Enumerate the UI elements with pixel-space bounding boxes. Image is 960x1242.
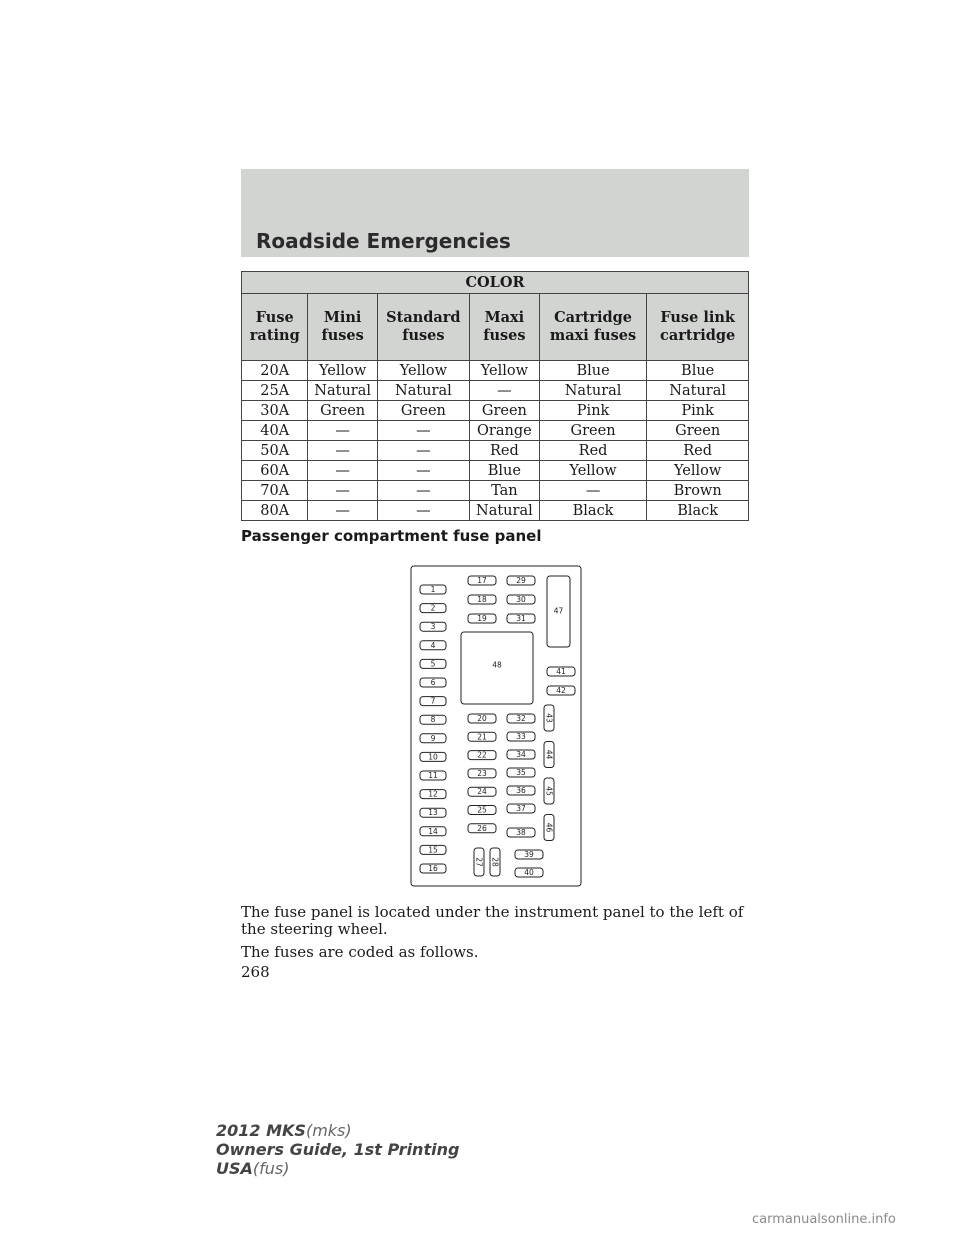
table-cell: Natural [308, 381, 377, 401]
body-paragraph-1: The fuse panel is located under the instrument panel to the left of the steering wheel. [241, 903, 744, 938]
fuse-label: 18 [477, 595, 487, 604]
fuse-label: 9 [430, 733, 436, 743]
table-cell: Pink [647, 401, 749, 421]
table-cell: Orange [469, 421, 539, 441]
table-cell: — [308, 461, 377, 481]
table-cell: — [377, 461, 469, 481]
fuse-label: 11 [428, 771, 438, 780]
table-row [242, 381, 749, 401]
fuse-label: 2 [430, 603, 436, 613]
table-cell: 25A [242, 381, 308, 401]
table-cell: Tan [469, 481, 539, 501]
table-cell: Natural [377, 381, 469, 401]
column-header: Fuse link cartridge [647, 294, 749, 361]
fuse-label: 40 [524, 868, 534, 877]
column-header: Cartridge maxi fuses [539, 294, 647, 361]
fuse-label: 12 [428, 789, 438, 799]
table-cell: Blue [539, 361, 647, 381]
table-row [242, 481, 749, 501]
fuse-label: 34 [516, 750, 526, 759]
fuse-label: 30 [516, 595, 526, 604]
table-cell: Black [647, 501, 749, 521]
table-cell: Black [539, 501, 647, 521]
table-cell: Pink [539, 401, 647, 421]
fuse-label: 46 [544, 822, 554, 833]
fuse-label: 6 [430, 678, 436, 687]
table-cell: Yellow [308, 361, 377, 381]
fuse-label: 17 [477, 576, 487, 585]
column-header: Standard fuses [377, 294, 469, 361]
column-header: Fuse rating [242, 294, 308, 361]
fuse-label: 42 [556, 686, 566, 695]
table-cell: 40A [242, 421, 308, 441]
fuse-label: 45 [544, 786, 554, 796]
table-row [242, 441, 749, 461]
fuse-label: 29 [516, 576, 526, 585]
fuse-label: 15 [428, 845, 438, 855]
fuse-panel-diagram [410, 565, 582, 887]
fuse-label: 1 [430, 585, 436, 594]
column-header: Maxi fuses [469, 294, 539, 361]
table-cell: 60A [242, 461, 308, 481]
table-cell: Green [308, 401, 377, 421]
table-cell: — [377, 421, 469, 441]
table-cell: Blue [469, 461, 539, 481]
fuse-label: 27 [474, 857, 484, 867]
footer-model-code: (mks) [305, 1121, 352, 1140]
table-cell: — [377, 481, 469, 501]
table-row [242, 421, 749, 441]
table-cell: Yellow [377, 361, 469, 381]
fuse-label: 19 [477, 614, 487, 623]
fuse-label: 10 [428, 752, 438, 762]
fuse-label: 39 [524, 850, 534, 859]
table-cell: Yellow [647, 461, 749, 481]
body-paragraph-2: The fuses are coded as follows. [241, 943, 479, 961]
table-cell: Green [647, 421, 749, 441]
table-group-header: COLOR [242, 272, 749, 294]
table-cell: — [539, 481, 647, 501]
table-row [242, 401, 749, 421]
footer-market-code: (fus) [252, 1159, 290, 1178]
table-cell: — [377, 501, 469, 521]
page-number: 268 [241, 963, 270, 981]
fuse-label: 37 [516, 804, 526, 813]
fuse-label: 14 [428, 826, 438, 836]
fuse-label: 28 [490, 857, 500, 867]
fuse-label: 23 [477, 768, 487, 778]
table-cell: Yellow [539, 461, 647, 481]
footer-model: 2012 MKS [216, 1121, 306, 1140]
fuse-label: 38 [516, 828, 526, 837]
fuse-label: 16 [428, 864, 438, 873]
table-cell: Red [647, 441, 749, 461]
fuse-label: 25 [477, 805, 487, 815]
table-cell: Red [469, 441, 539, 461]
table-cell: — [377, 441, 469, 461]
footer-edition: Owners Guide, 1st Printing [216, 1140, 460, 1159]
table-cell: — [469, 381, 539, 401]
footer-market: USA [216, 1159, 253, 1178]
table-cell: Blue [647, 361, 749, 381]
fuse-label: 32 [516, 714, 526, 723]
column-header: Mini fuses [308, 294, 377, 361]
table-cell: Red [539, 441, 647, 461]
table-cell: Natural [647, 381, 749, 401]
fuse-label: 31 [516, 614, 526, 623]
table-cell: 20A [242, 361, 308, 381]
section-title: Passenger compartment fuse panel [241, 527, 542, 545]
table-cell: — [308, 481, 377, 501]
relay-label: 48 [492, 660, 502, 670]
fuse-label: 21 [477, 732, 487, 742]
fuse-label: 7 [430, 696, 436, 706]
fuse-label: 44 [544, 749, 554, 760]
fuse-label: 4 [430, 640, 436, 650]
fuse-label: 5 [430, 659, 436, 669]
table-cell: Green [539, 421, 647, 441]
fuse-label: 3 [430, 622, 436, 632]
table-cell: Natural [469, 501, 539, 521]
table-cell: 80A [242, 501, 308, 521]
table-cell: — [308, 441, 377, 461]
table-cell: — [308, 421, 377, 441]
fuse-label: 33 [516, 732, 526, 741]
table-cell: Green [469, 401, 539, 421]
table-row [242, 361, 749, 381]
fuse-label: 20 [477, 714, 487, 723]
print-footer [216, 1121, 459, 1178]
fuse-color-table [241, 271, 749, 521]
table-cell: — [308, 501, 377, 521]
fuse-label: 13 [428, 808, 438, 818]
table-cell: 50A [242, 441, 308, 461]
table-cell: Natural [539, 381, 647, 401]
fuse-label: 41 [556, 667, 566, 676]
table-cell: Yellow [469, 361, 539, 381]
fuse-label: 43 [544, 713, 554, 723]
table-row [242, 501, 749, 521]
table-cell: 70A [242, 481, 308, 501]
fuse-label: 8 [430, 715, 436, 725]
fuse-label: 36 [516, 786, 526, 795]
fuse-label: 35 [516, 768, 526, 777]
watermark-link[interactable]: carmanualsonline.info [752, 1212, 896, 1227]
table-cell: Brown [647, 481, 749, 501]
relay-label: 47 [553, 606, 564, 616]
fuse-label: 26 [477, 823, 487, 833]
page-title: Roadside Emergencies [256, 229, 511, 253]
table-cell: 30A [242, 401, 308, 421]
fuse-label: 22 [477, 750, 487, 760]
table-row [242, 461, 749, 481]
table-cell: Green [377, 401, 469, 421]
fuse-label: 24 [477, 787, 487, 797]
